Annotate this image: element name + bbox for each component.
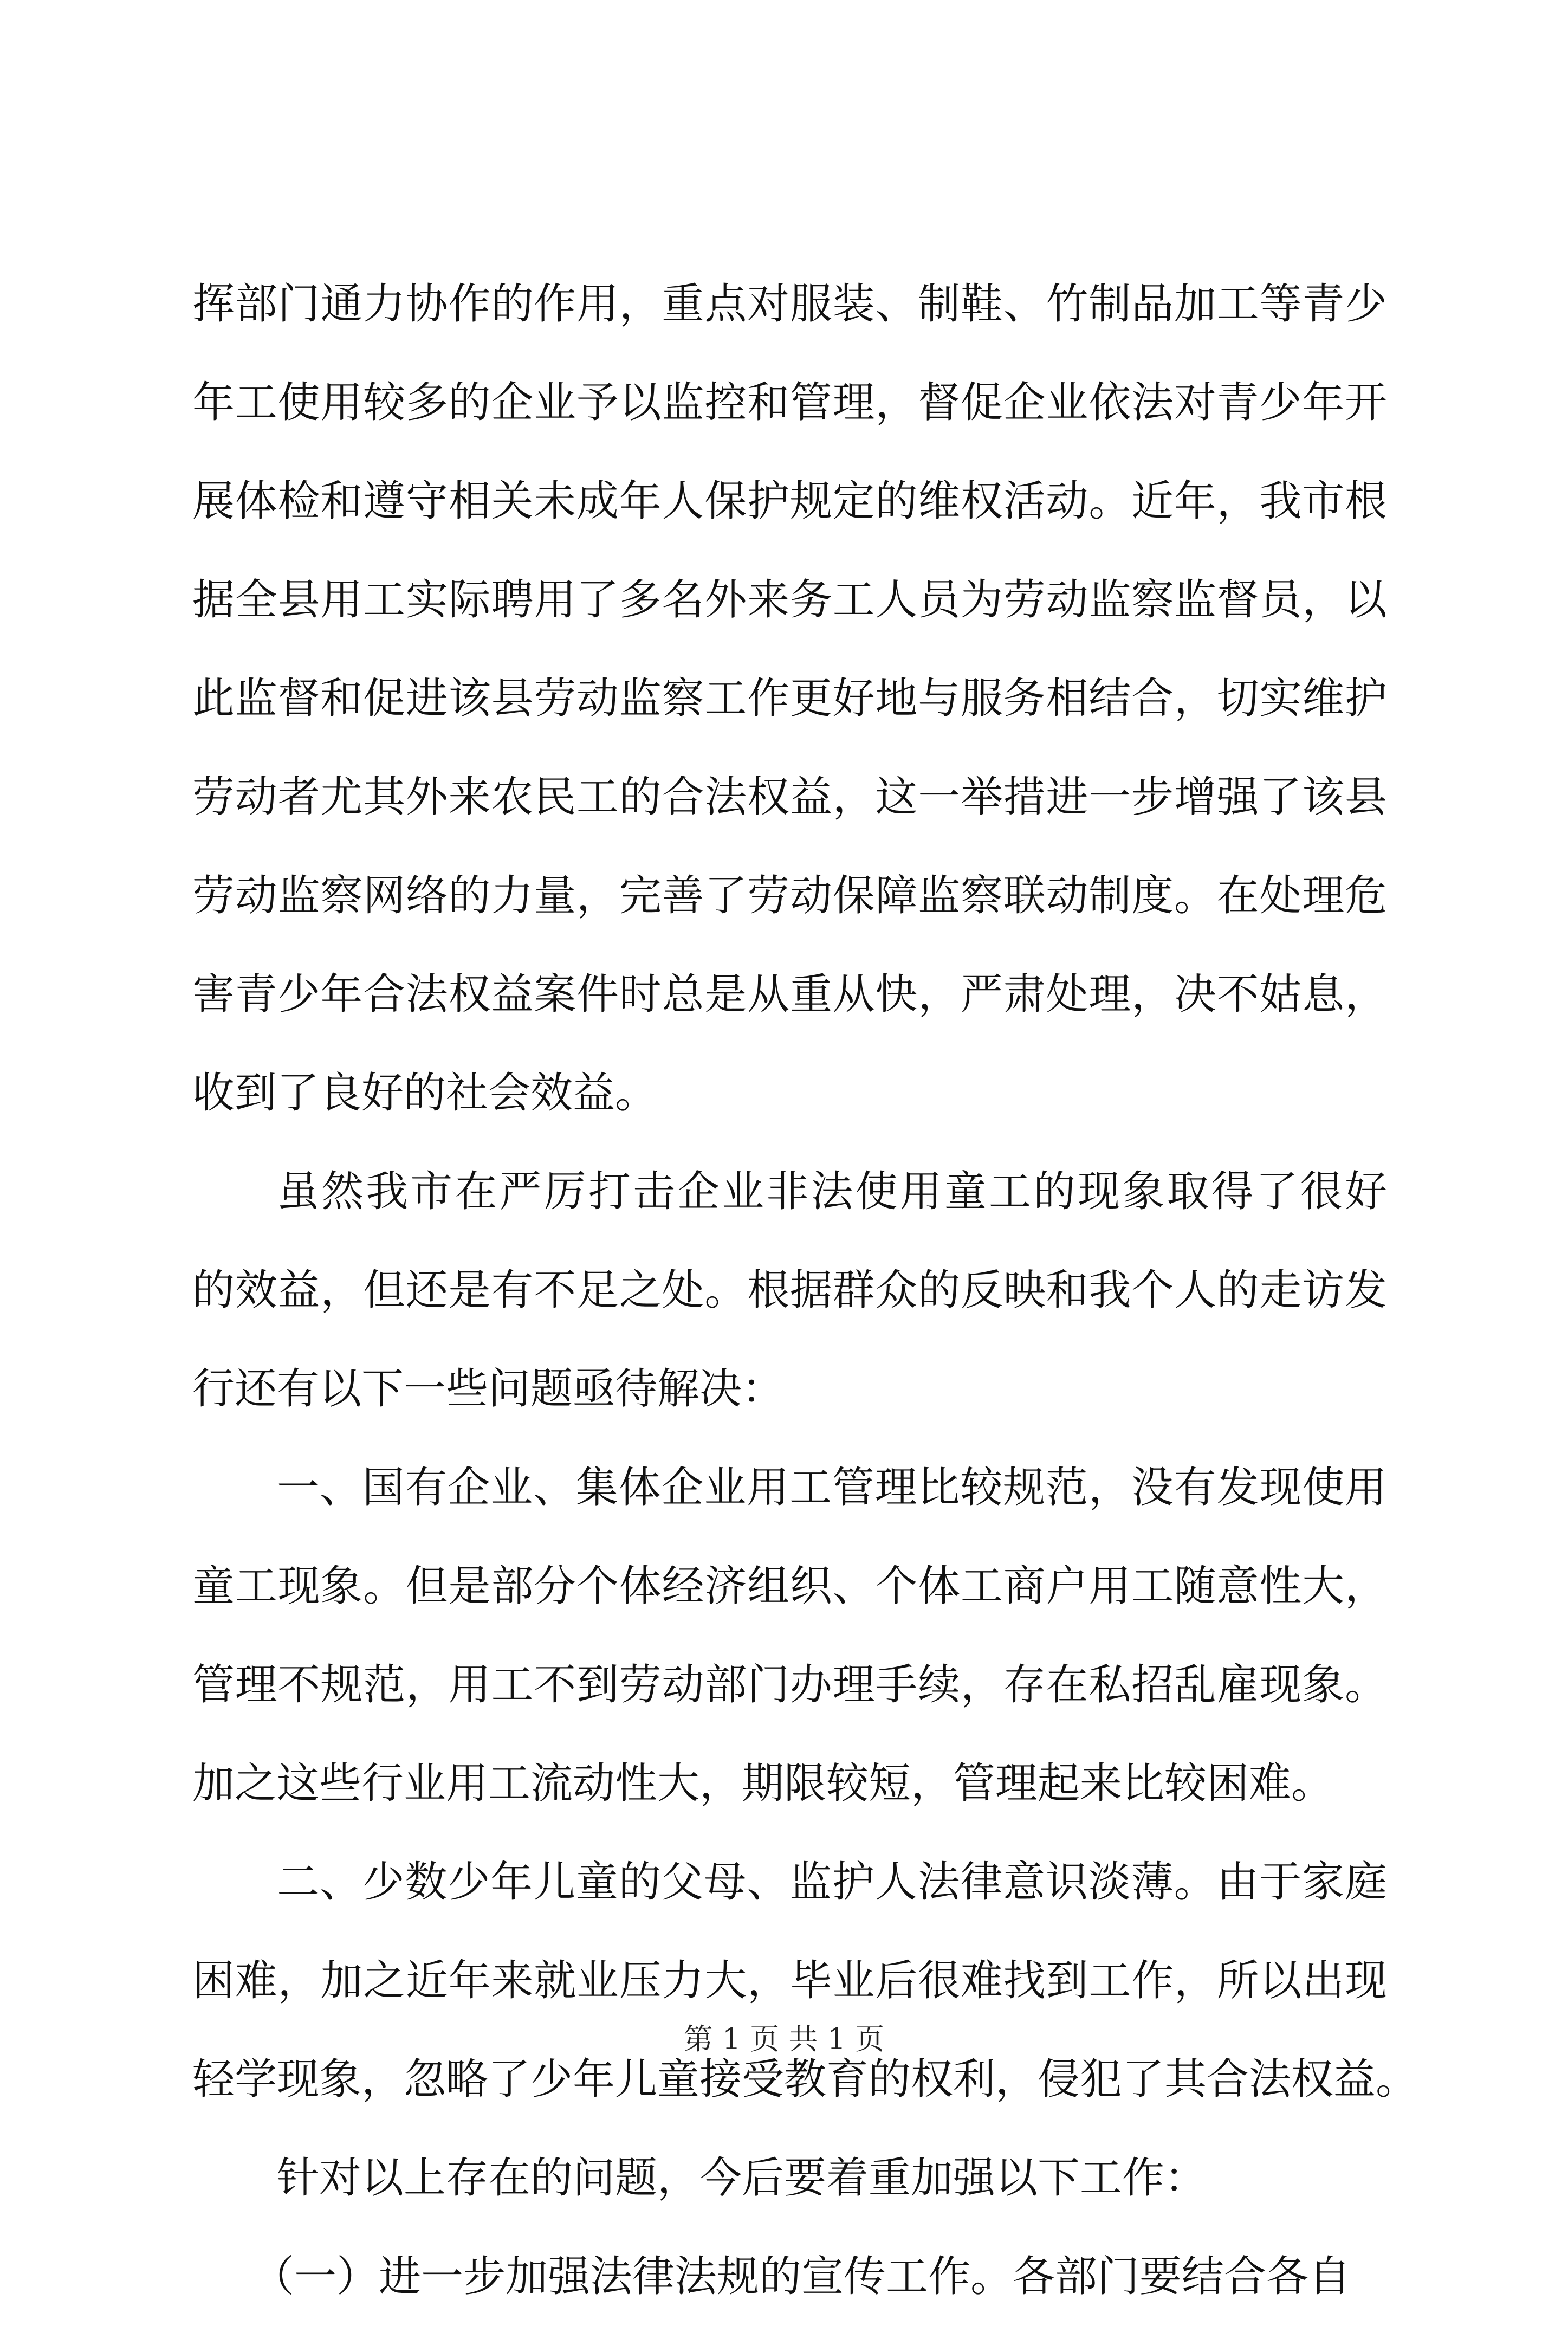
text-line: 的效益，但还是有不足之处。根据群众的反映和我个人的走访发 — [192, 1266, 1387, 1315]
text-line: 童工现象。但是部分个体经济组织、个体工商户用工随意性大， — [192, 1562, 1387, 1611]
text-line: 挥部门通力协作的作用，重点对服装、制鞋、竹制品加工等青少 — [192, 280, 1387, 328]
paragraph-first-line: 虽然我市在严厉打击企业非法使用童工的现象取得了很好 — [277, 1167, 1387, 1216]
text-line: 展体检和遵守相关未成年人保护规定的维权活动。近年，我市根 — [192, 477, 1387, 526]
document-body — [192, 255, 1418, 2326]
text-line: 年工使用较多的企业予以监控和管理，督促企业依法对青少年开 — [192, 378, 1387, 427]
text-line: 害青少年合法权益案件时总是从重从快，严肃处理，决不姑息， — [192, 970, 1387, 1019]
text-line: 管理不规范，用工不到劳动部门办理手续，存在私招乱雇现象。 — [192, 1660, 1387, 1709]
text-line: 此监督和促进该县劳动监察工作更好地与服务相结合，切实维护 — [192, 674, 1387, 723]
paragraph-first-line: 针对以上存在的问题，今后要着重加强以下工作： — [277, 2154, 1207, 2202]
text-line: 收到了良好的社会效益。 — [192, 1069, 658, 1117]
text-line: 轻学现象，忽略了少年儿童接受教育的权利，侵犯了其合法权益。 — [192, 2055, 1418, 2104]
paragraph-first-line: 一、国有企业、集体企业用工管理比较规范，没有发现使用 — [277, 1463, 1387, 1512]
text-line: 劳动者尤其外来农民工的合法权益，这一举措进一步增强了该县 — [192, 773, 1387, 822]
paragraph-first-line: 二、少数少年儿童的父母、监护人法律意识淡薄。由于家庭 — [277, 1858, 1387, 1907]
text-line: 加之这些行业用工流动性大，期限较短，管理起来比较困难。 — [192, 1759, 1334, 1808]
text-line: 困难，加之近年来就业压力大，毕业后很难找到工作，所以出现 — [192, 1956, 1387, 2005]
paragraph-first-line: （一）进一步加强法律法规的宣传工作。各部门要结合各自 — [252, 2252, 1351, 2301]
text-line: 劳动监察网络的力量，完善了劳动保障监察联动制度。在处理危 — [192, 871, 1387, 920]
text-line: 行还有以下一些问题亟待解决： — [192, 1365, 785, 1413]
text-line: 据全县用工实际聘用了多名外来务工人员为劳动监察监督员，以 — [192, 576, 1387, 624]
page-number-footer: 第 1 页 共 1 页 — [683, 2022, 885, 2056]
